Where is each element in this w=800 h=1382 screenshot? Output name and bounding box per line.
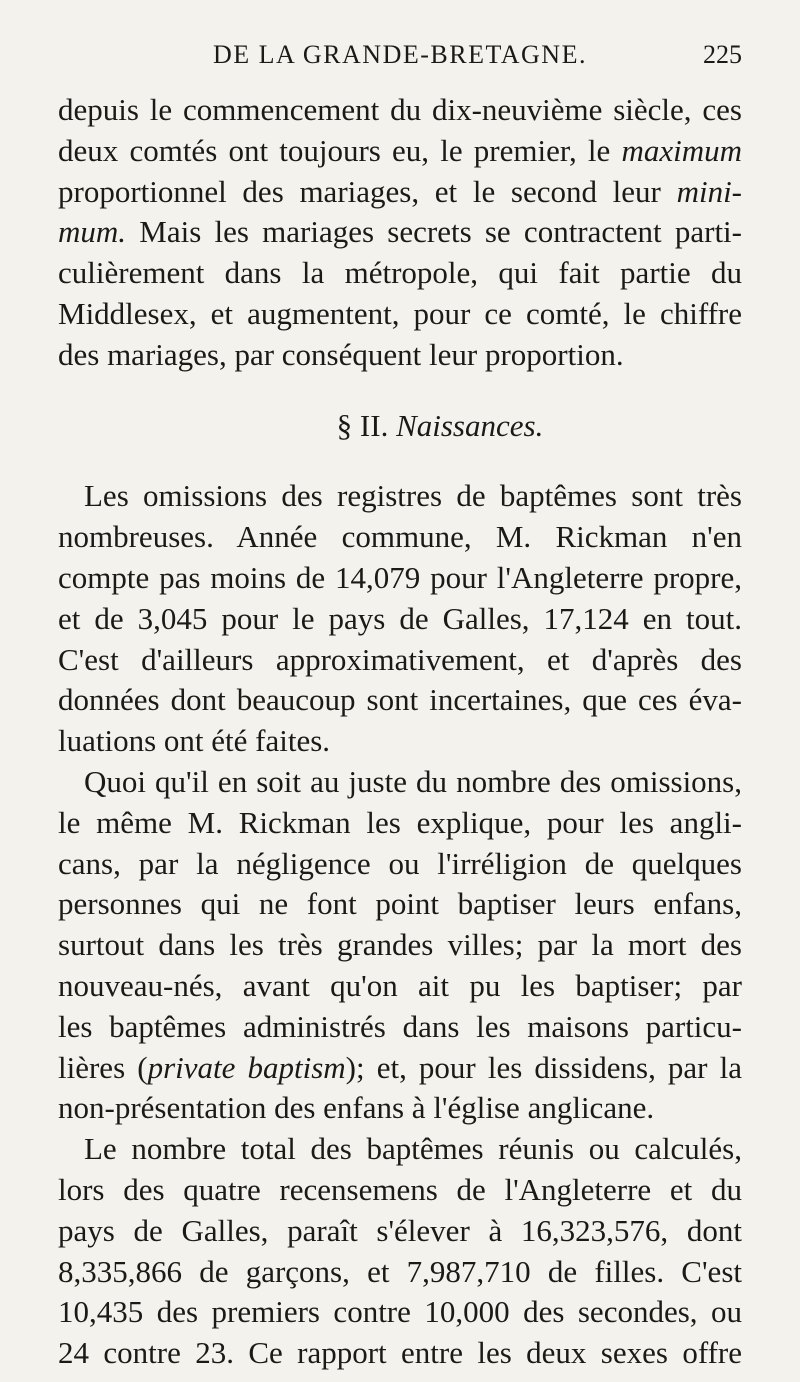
text-line: cans, par la négligence ou l'irréligion de quelques [58, 845, 742, 881]
running-title: DE LA GRANDE-BRETAGNE. [213, 40, 587, 69]
page-header [58, 40, 742, 80]
text-line: mum. Mais les mariages secrets se contractent parti- [58, 214, 742, 250]
text-line: deux comtés ont toujours eu, le premier, le maximum [58, 132, 742, 168]
section-title: Naissances. [396, 407, 544, 443]
text-line: culièrement dans la métropole, qui fait partie du [58, 255, 742, 291]
text-line: proportionnel des mariages, et le second leur mini- [58, 173, 742, 209]
paragraph-marriages [58, 90, 742, 376]
text-line: 8,335,866 de garçons, et 7,987,710 de filles. C'est [58, 1253, 742, 1289]
text-line: et de 3,045 pour le pays de Galles, 17,124 en tout. [58, 600, 742, 636]
text-line: des mariages, par conséquent leur proportion. [58, 336, 624, 372]
text-line: compte pas moins de 14,079 pour l'Angleterre propre, [58, 559, 742, 595]
text-line: 24 contre 23. Ce rapport entre les deux sexes offre [58, 1335, 742, 1371]
text-line: pays de Galles, paraît s'élever à 16,323,576, dont [58, 1212, 742, 1248]
text-line: Middlesex, et augmentent, pour ce comté, le chiffre [58, 295, 742, 331]
text-line: C'est d'ailleurs approximativement, et d'après des [58, 641, 742, 677]
text-line: Quoi qu'il en soit au juste du nombre des omissions, [84, 763, 742, 799]
text-line: les baptêmes administrés dans les maisons particu- [58, 1008, 742, 1044]
text-line: lors des quatre recensemens de l'Angleterre et du [58, 1171, 742, 1207]
text-line: personnes qui ne font point baptiser leurs enfans, [58, 886, 742, 922]
paragraph-omissions [58, 476, 742, 762]
text-line: nombreuses. Année commune, M. Rickman n'en [58, 519, 742, 555]
text-line: depuis le commencement du dix-neuvième siècle, ces [58, 92, 742, 127]
paragraph-baptism-totals [58, 1129, 742, 1374]
section-number: § II. [336, 407, 389, 443]
text-line: nouveau-nés, avant qu'on ait pu les baptiser; par [58, 967, 742, 1003]
text-line: Les omissions des registres de baptêmes sont très [84, 478, 742, 514]
text-line: données dont beaucoup sont incertaines, que ces éva- [58, 682, 742, 718]
text-line: luations ont été faites. [58, 723, 331, 759]
text-line: non-présentation des enfans à l'église anglicane. [58, 1090, 655, 1126]
section-heading [58, 406, 742, 447]
page-number: 225 [703, 40, 742, 69]
body-text [58, 90, 742, 1374]
paragraph-explanations [58, 762, 742, 1129]
text-line: 10,435 des premiers contre 10,000 des secondes, ou [58, 1294, 742, 1330]
text-line: Le nombre total des baptêmes réunis ou calculés, [84, 1131, 742, 1167]
text-line: le même M. Rickman les explique, pour les angli- [58, 804, 742, 840]
text-line: surtout dans les très grandes villes; par la mort des [58, 927, 742, 963]
text-line: lières (private baptism); et, pour les dissidens, par la [58, 1049, 742, 1085]
